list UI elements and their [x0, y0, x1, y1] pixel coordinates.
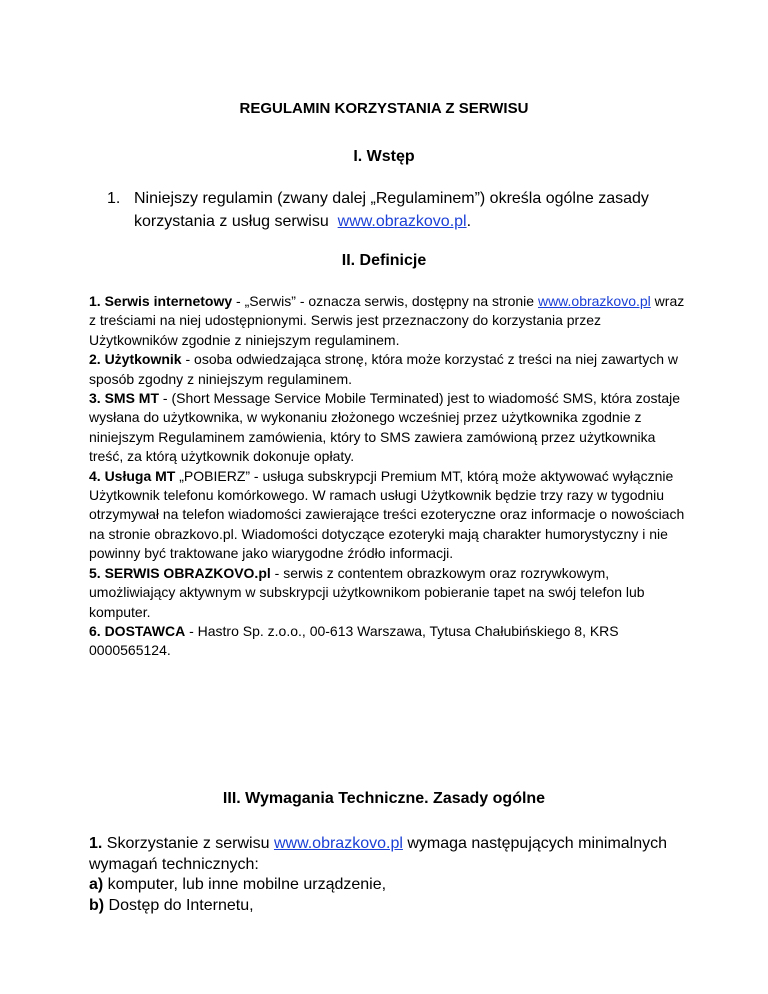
definition-4 [89, 467, 689, 564]
definition-text: - „Serwis” - oznacza serwis, dostępny na stronie [232, 293, 538, 309]
list-number: 1. [107, 190, 121, 207]
definition-3 [89, 389, 689, 467]
technical-requirements-block [89, 834, 669, 917]
definition-text: - serwis z contentem obrazkowym oraz rozrywkowym, umożliwiający aktywnym w subskrypcji użytkownikom pobieranie tapet na swój telefon lub komputer. [89, 564, 645, 620]
definition-text: wraz z treściami na niej udostępnionymi. Serwis jest przeznaczony do korzystania przez Użytkowników zgodnie z niniejszym regulaminem. [89, 293, 685, 348]
requirement-text: komputer, lub inne mobilne urządzenie, [103, 876, 387, 894]
section-1-heading: I. Wstęp [353, 148, 415, 165]
intro-text: Niniejszy regulamin (zwany dalej „Regulaminem”) określa ogólne zasady korzystania z usług serwisu [134, 190, 649, 230]
requirement-a [89, 875, 669, 896]
document-title: REGULAMIN KORZYSTANIA Z SERWISU [239, 100, 529, 117]
definition-term: 5. SERWIS OBRAZKOVO.pl [89, 564, 271, 581]
serwis-link[interactable]: www.obrazkovo.pl [537, 293, 651, 309]
intro-list-item [107, 187, 667, 233]
serwis-link[interactable]: www.obrazkovo.pl [337, 213, 467, 230]
requirement-text: Skorzystanie z serwisu [102, 835, 274, 852]
definitions-block [89, 292, 689, 661]
requirement-term: a) [89, 876, 104, 894]
definition-term: 1. Serwis internetowy [89, 293, 233, 309]
definition-2 [89, 350, 689, 389]
definition-text: - Hastro Sp. z.o.o., 00-613 Warszawa, Tytusa Chałubińskiego 8, KRS 0000565124. [89, 622, 619, 659]
definition-term: 6. DOSTAWCA [89, 622, 186, 639]
definition-6 [89, 622, 689, 661]
serwis-link[interactable]: www.obrazkovo.pl [273, 835, 403, 852]
requirement-intro [89, 834, 669, 875]
definition-1 [89, 292, 689, 350]
requirement-term: 1. [89, 835, 103, 852]
definition-text: - (Short Message Service Mobile Terminated) jest to wiadomość SMS, która zostaje wysłana do użytkownika, w wykonaniu złożonego wcześniej przez użytkownika zgodnie z niniejszym Regulaminem zamówienia, który to SMS zawiera zamówioną przez użytkownika treść, za którą użytkownik dokonuje opłaty. [89, 390, 681, 465]
definition-text: - osoba odwiedzająca stronę, która może korzystać z treści na niej zawartych w sposób zgodny z niniejszym regulaminem. [89, 351, 679, 387]
definition-term: 4. Usługa MT [89, 467, 176, 484]
requirement-text: Dostęp do Internetu, [104, 897, 254, 915]
requirement-b [89, 896, 669, 917]
section-3-heading: III. Wymagania Techniczne. Zasady ogólne [222, 790, 546, 807]
definition-term: 3. SMS MT [89, 390, 160, 407]
intro-text-end: . [466, 213, 472, 230]
section-2-heading: II. Definicje [341, 252, 427, 269]
requirement-text: wymaga następujących minimalnych wymagań technicznych: [89, 835, 668, 873]
requirement-term: b) [89, 897, 105, 915]
definition-text: „POBIERZ” - usługa subskrypcji Premium MT, którą może aktywować wyłącznie Użytkownik telefonu komórkowego. W ramach usługi Użytkownik będzie trzy razy w tygodniu otrzymywał na telefon wiadomości zawierające treści ezoteryczne oraz informacje o nowościach na stronie obrazkovo.pl. Wiadomości dotyczące ezoteryki mają charakter humorystyczny i nie powinny być traktowane jako wiarygodne źródło informacji. [89, 467, 685, 562]
definition-5 [89, 564, 689, 622]
definition-term: 2. Użytkownik [89, 351, 182, 368]
